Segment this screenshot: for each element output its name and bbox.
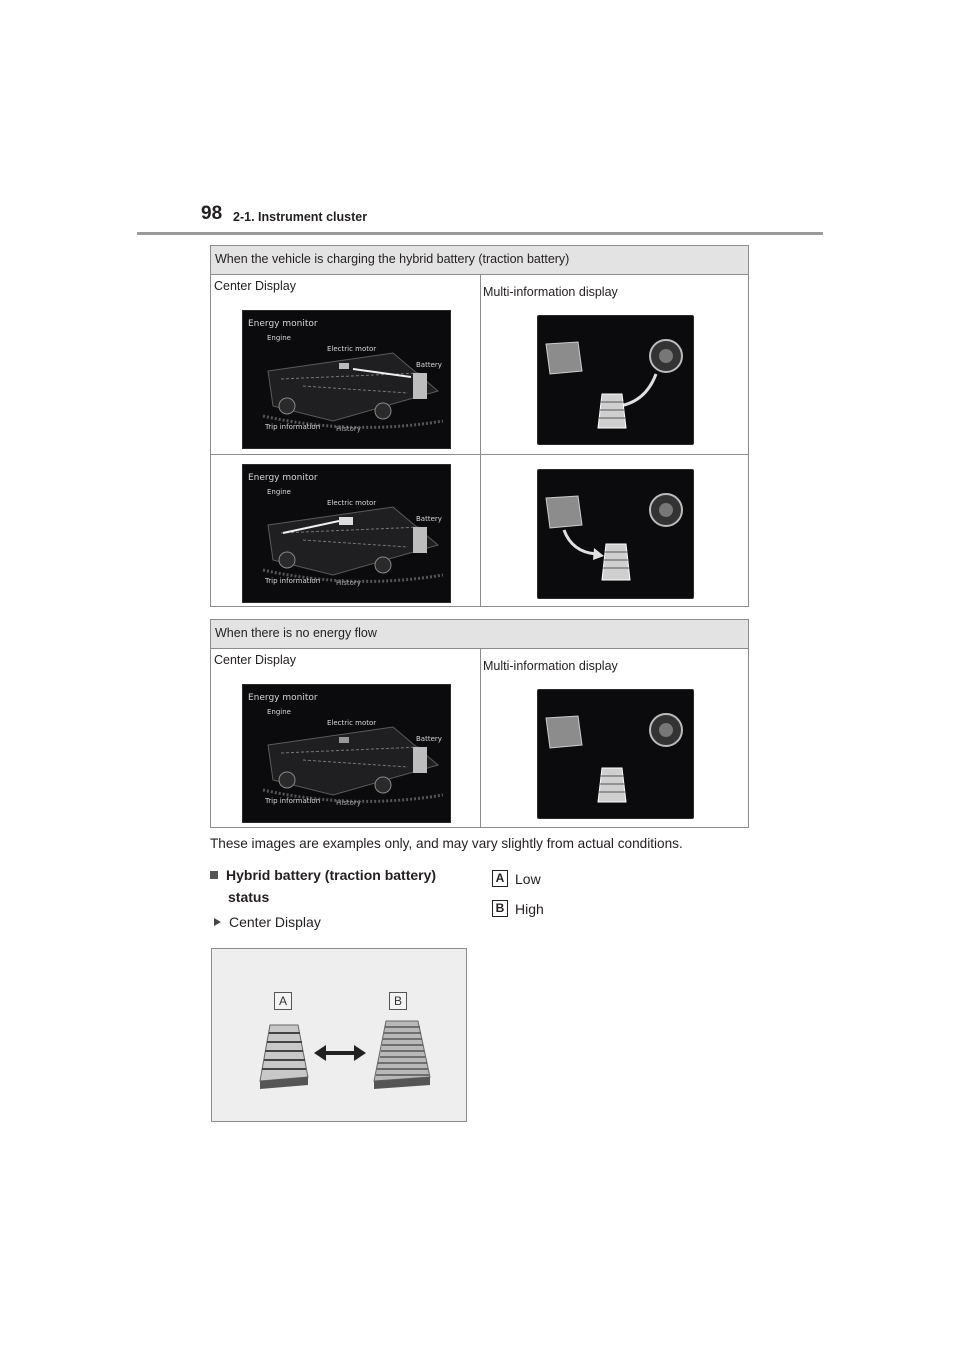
no-flow-row [211,649,748,827]
screen-engine-label: Engine [267,488,291,496]
heading-line-2: status [228,889,270,905]
mid-screen [537,689,694,819]
header-divider [137,232,823,235]
battery-icon [374,1021,430,1089]
mid-label: Multi-information display [483,285,618,299]
screen-engine-label: Engine [267,334,291,342]
screen-battery-label: Battery [416,361,442,369]
screen-trip-tab: Trip information [265,577,321,585]
screen-trip-tab: Trip information [265,797,321,805]
center-display-label: Center Display [214,653,296,667]
figure-tag-a: A [274,992,292,1010]
center-display-label: Center Display [214,279,296,293]
heading-line-1: Hybrid battery (traction battery) [226,867,437,883]
mid-energy-graphic [538,690,693,818]
center-display-subitem [214,914,321,930]
mid-energy-graphic [538,316,693,444]
screen-history-tab: History [336,425,361,433]
screen-title: Energy monitor [248,693,318,703]
double-arrow-icon [314,1045,366,1061]
battery-icon [260,1025,308,1089]
charging-row-1 [211,275,748,454]
center-display-cell [211,455,481,606]
screen-trip-tab: Trip information [265,423,321,431]
screen-history-tab: History [336,579,361,587]
screen-motor-label: Electric motor [327,499,377,507]
mid-energy-graphic [538,470,693,598]
screen-motor-label: Electric motor [327,719,377,727]
mid-cell [481,649,748,827]
center-display-cell [211,275,481,454]
battery-status-heading [210,864,436,908]
triangle-bullet-icon [214,918,221,926]
screen-title: Energy monitor [248,319,318,329]
square-bullet-icon [210,871,218,879]
center-display-cell [211,649,481,827]
mid-label: Multi-information display [483,659,618,673]
legend-low-text: Low [515,870,541,887]
battery-illustration [212,949,466,1121]
energy-monitor-screen [242,464,451,603]
charging-table [210,245,749,607]
energy-monitor-screen [242,310,451,449]
mid-cell [481,455,748,606]
no-flow-table-heading: When there is no energy flow [211,620,748,649]
screen-battery-label: Battery [416,515,442,523]
mid-screen [537,469,694,599]
screen-history-tab: History [336,799,361,807]
screen-motor-label: Electric motor [327,345,377,353]
screen-battery-label: Battery [416,735,442,743]
mid-cell [481,275,748,454]
subitem-label: Center Display [229,914,321,930]
legend-tag-a: A [492,870,508,887]
energy-monitor-screen [242,684,451,823]
screen-engine-label: Engine [267,708,291,716]
legend-low [492,870,541,887]
figure-tag-b: B [389,992,407,1010]
charging-row-2 [211,454,748,606]
legend-high [492,900,544,917]
section-title: 2-1. Instrument cluster [233,210,368,224]
page-number: 98 [201,203,223,224]
battery-status-figure [211,948,467,1122]
charging-table-heading: When the vehicle is charging the hybrid battery (traction battery) [211,246,748,275]
legend-tag-b: B [492,900,508,917]
legend-high-text: High [515,900,544,917]
examples-note: These images are examples only, and may vary slightly from actual conditions. [210,836,683,851]
mid-screen [537,315,694,445]
screen-title: Energy monitor [248,473,318,483]
no-flow-table [210,619,749,828]
